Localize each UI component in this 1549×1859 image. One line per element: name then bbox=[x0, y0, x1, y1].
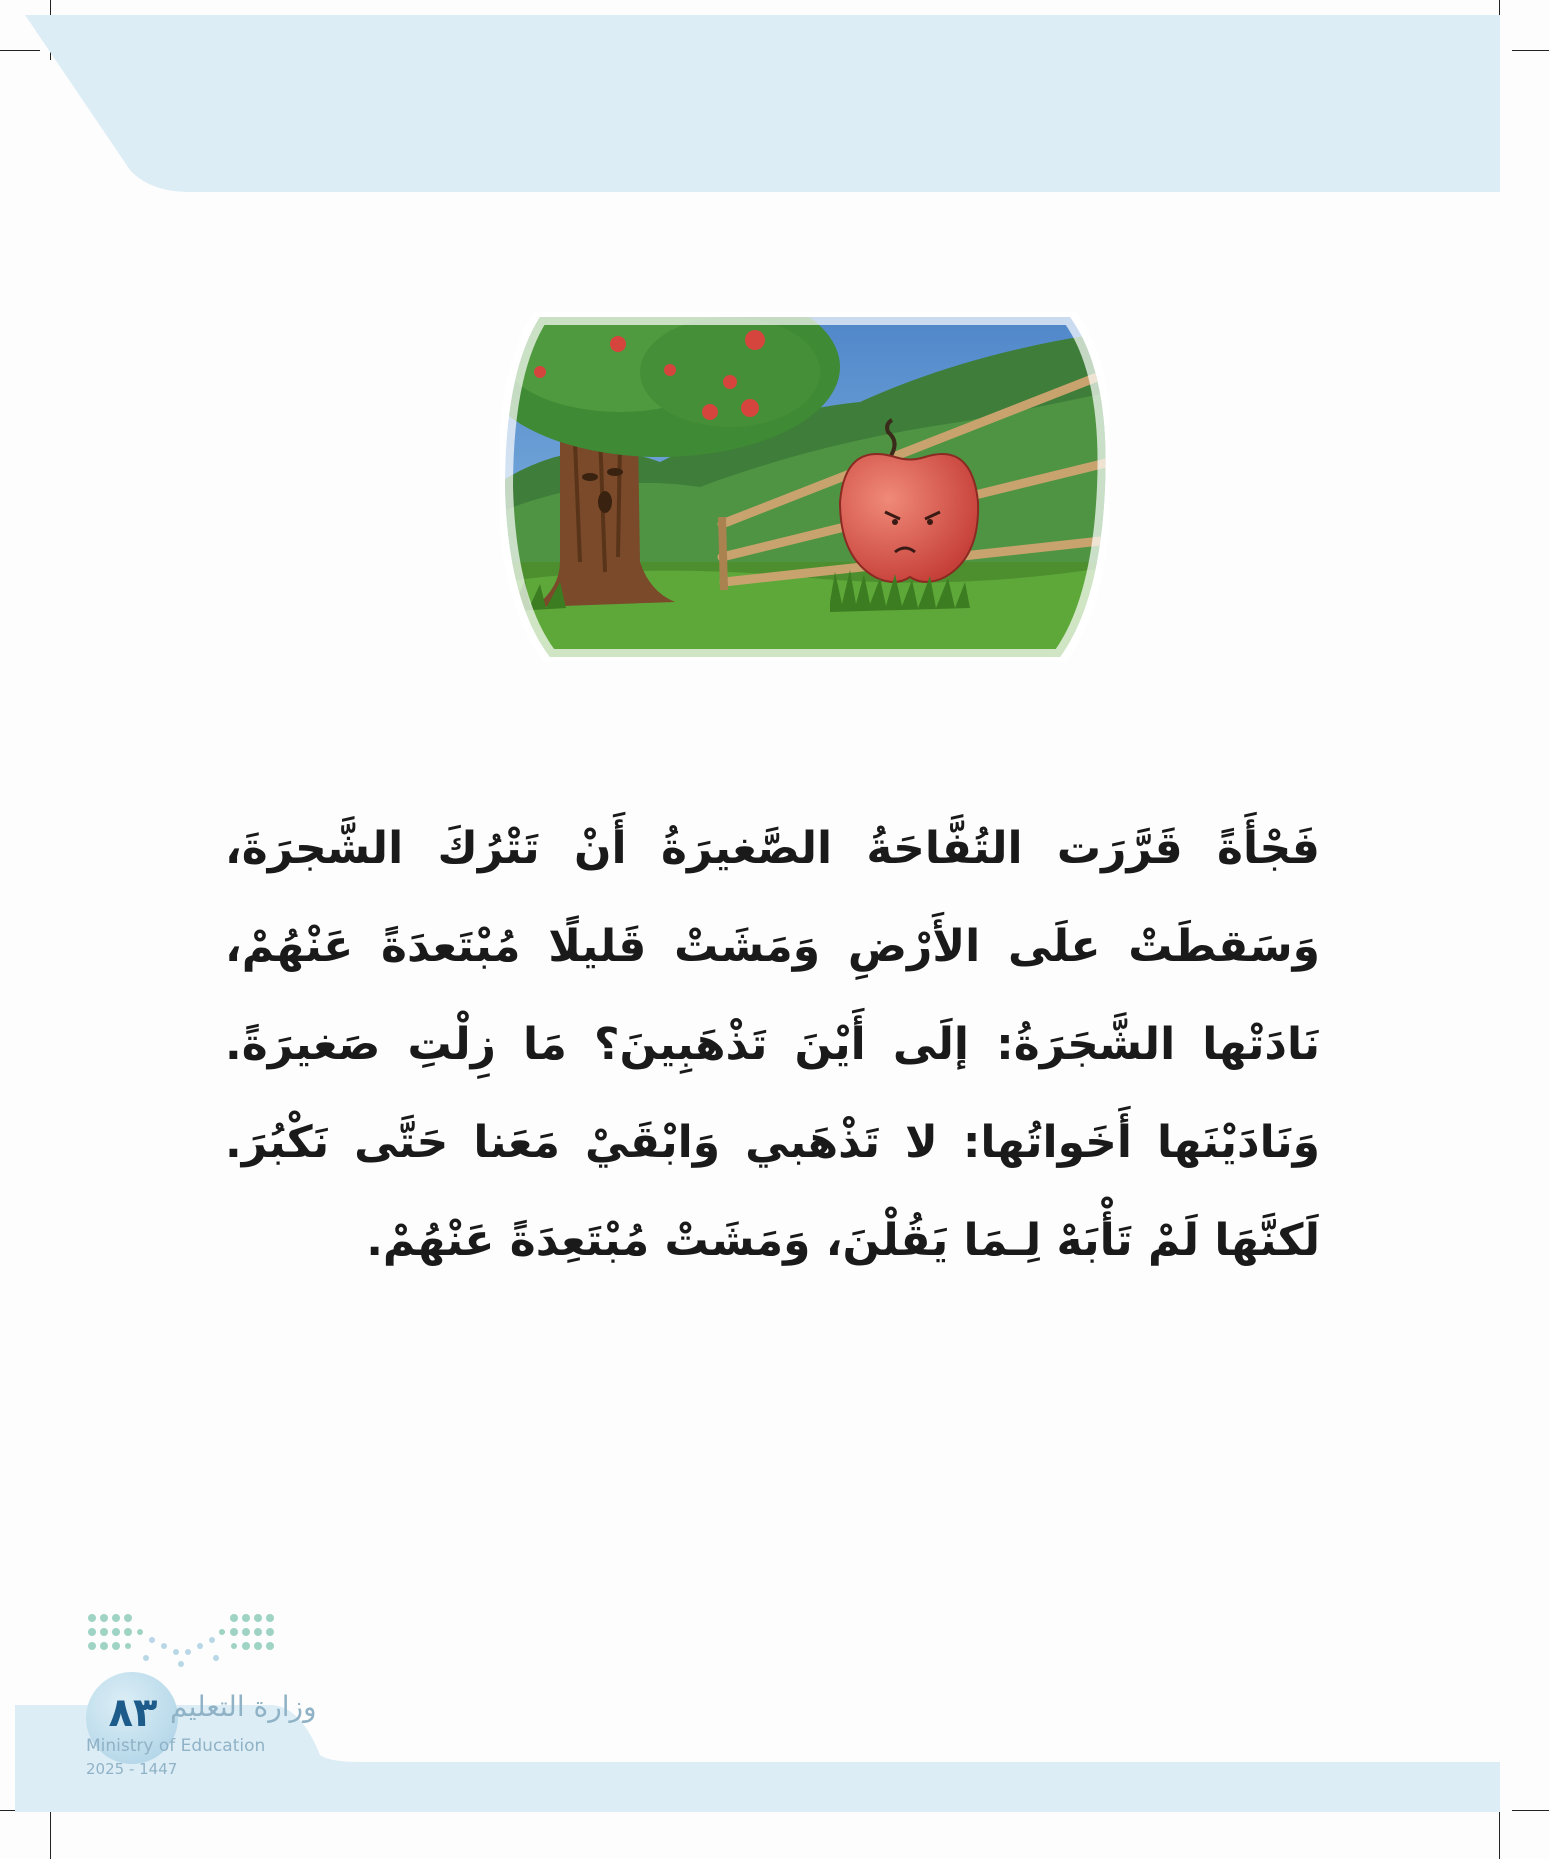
ministry-logo-dots bbox=[86, 1612, 276, 1670]
ministry-name-arabic: وزارة التعليم bbox=[170, 1690, 317, 1723]
bottom-decorative-band bbox=[0, 1700, 1549, 1859]
top-decorative-band bbox=[0, 0, 1549, 200]
ministry-year: 2025 - 1447 bbox=[86, 1760, 178, 1778]
ministry-name-english: Ministry of Education bbox=[86, 1736, 266, 1756]
story-paragraph: فَجْأَةً قَرَّرَت التُفَّاحَةُ الصَّغيرَةُ أَنْ تَتْرُكَ الشَّجرَةَ، وَسَقطَتْ علَى الأَرْضِ وَمَشَتْ قَليلًا مُبْتَعدَةً عَنْهُمْ، نَادَتْها الشَّجَرَةُ: إلَى أَيْنَ تَذْهَبِينَ؟ مَا زِلْتِ صَغيرَةً. وَنَادَيْنَها أَخَواتُها: لا تَذْهَبي وَابْقَيْ مَعَنا حَتَّى نَكْبُرَ. لَكنَّهَا لَمْ تَأْبَهْ لِـمَا يَقُلْنَ، وَمَشَتْ مُبْتَعِدَةً عَنْهُمْ. bbox=[225, 823, 1320, 1266]
page-number: ٨٣ bbox=[108, 1690, 158, 1736]
story-illustration bbox=[500, 312, 1110, 662]
